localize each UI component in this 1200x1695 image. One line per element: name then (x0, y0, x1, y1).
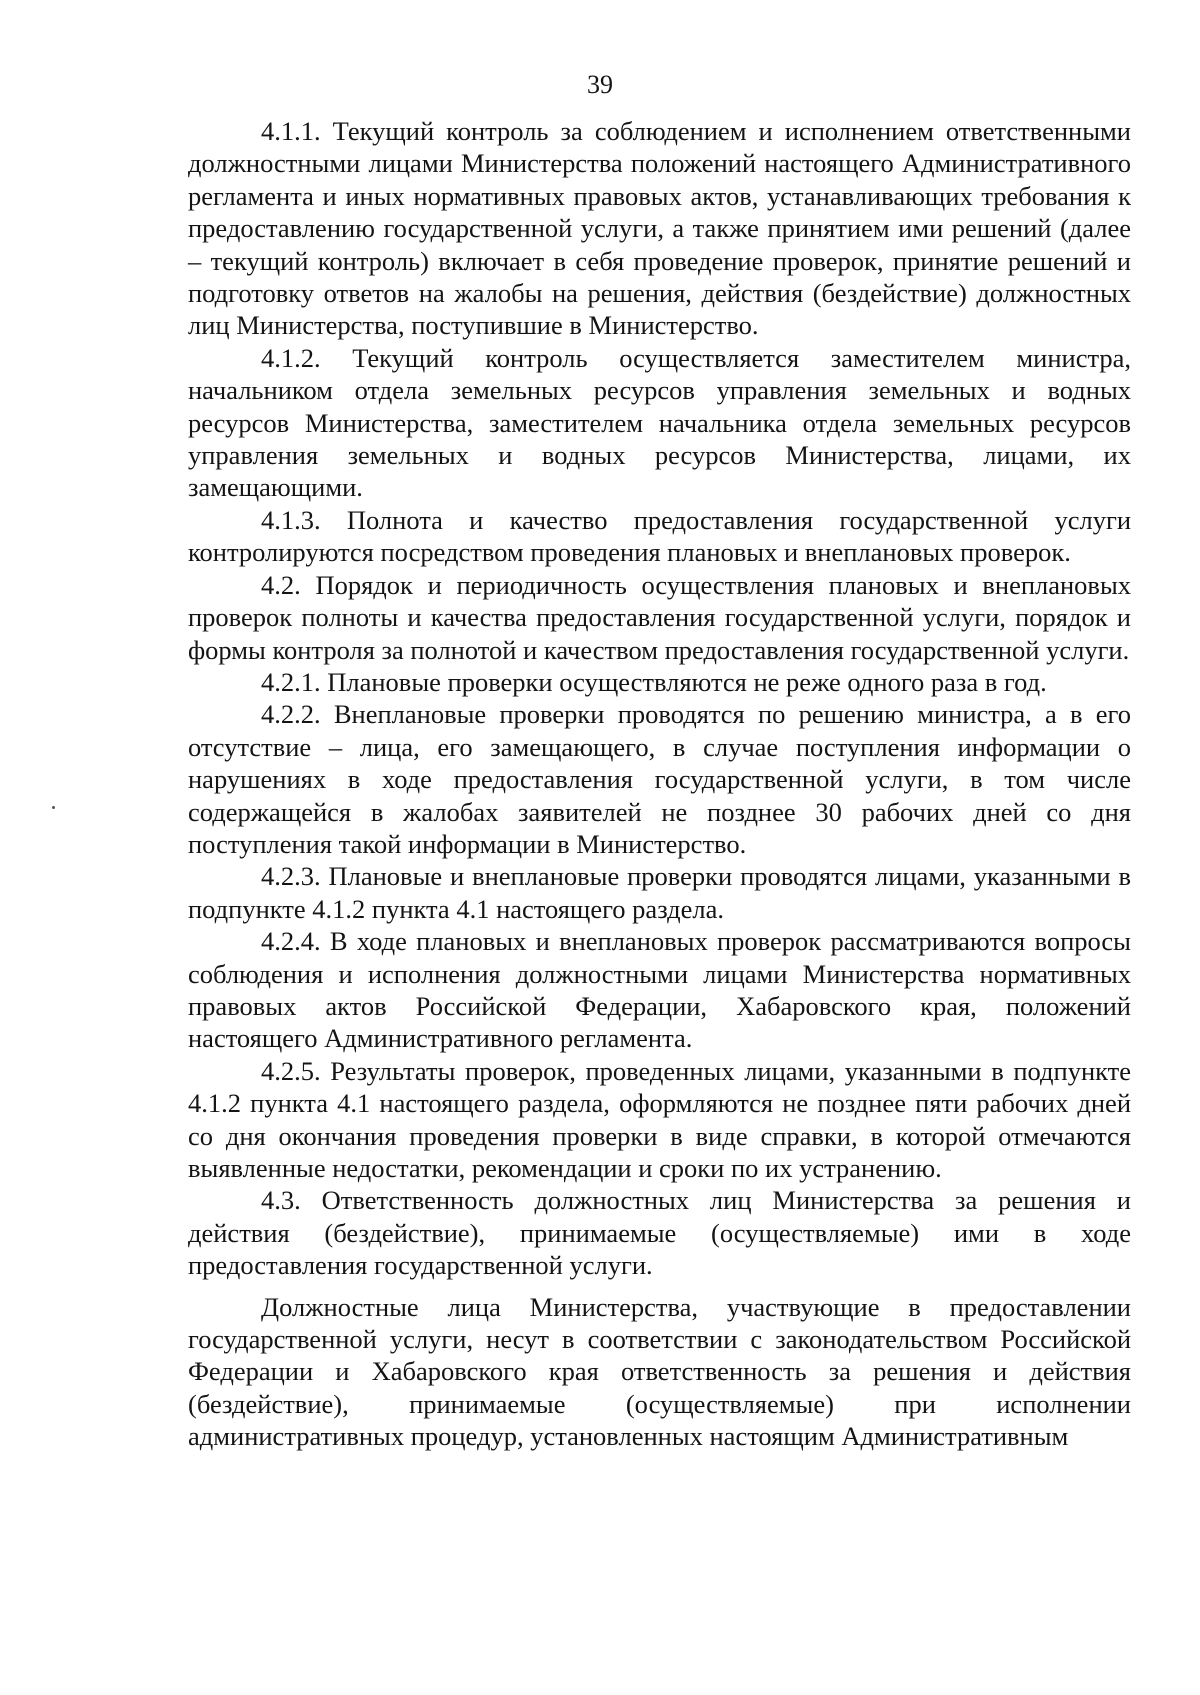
document-body (188, 115, 1131, 1453)
paragraph-4-1-3: 4.1.3. Полнота и качество предоставления государственной услуги контролируются посредством проведения плановых и внеплановых проверок. (188, 504, 1131, 568)
paragraph-4-1-1: 4.1.1. Текущий контроль за соблюдением и исполнением ответственными должностными лицами Министерства положений настоящего Административного регламента и иных нормативных правовых актов, устанавливающих требования к предоставлению государственной услуги, а также принятием ими решений (далее – текущий контроль) включает в себя проведение проверок, принятие решений и подготовку ответов на жалобы на решения, действия (бездействие) должностных лиц Министерства, поступившие в Министерство. (188, 116, 1131, 341)
paragraph-4-2-4: 4.2.4. В ходе плановых и внеплановых проверок рассматриваются вопросы соблюдения и исполнения должностными лицами Министерства нормативных правовых актов Российской Федерации, Хабаровского края, положений настоящего Административного регламента. (188, 926, 1131, 1054)
paragraph-4-3: 4.3. Ответственность должностных лиц Министерства за решения и действия (бездействие), принимаемые (осуществляемые) ими в ходе предоставления государственной услуги. (188, 1185, 1131, 1281)
scan-speck (52, 806, 55, 809)
paragraph-4-2-3: 4.2.3. Плановые и внеплановые проверки проводятся лицами, указанными в подпункте 4.1.2 пункта 4.1 настоящего раздела. (188, 861, 1131, 924)
paragraph-4-2: 4.2. Порядок и периодичность осуществления плановых и внеплановых проверок полноты и качества предоставления государственной услуги, порядок и формы контроля за полнотой и качеством предоставления государственной услуги. (188, 569, 1131, 665)
paragraph-4-1-2: 4.1.2. Текущий контроль осуществляется заместителем министра, начальником отдела земельных ресурсов управления земельных и водных ресурсов Министерства, заместителем начальника отдела земельных ресурсов управления земельных и водных ресурсов Министерства, лицами, их замещающими. (188, 342, 1131, 503)
page-number: 39 (587, 70, 613, 99)
paragraph-responsibility: Должностные лица Министерства, участвующие в предоставлении государственной услуги, несут в соответствии с законодательством Российской Федерации и Хабаровского края ответственность за решения и действия (бездействие), принимаемые (осуществляемые) при исполнении административных процедур, установленных настоящим Административным (188, 1291, 1131, 1452)
paragraph-4-2-1: 4.2.1. Плановые проверки осуществляются не реже одного раза в год. (261, 666, 1047, 697)
paragraph-4-2-2: 4.2.2. Внеплановые проверки проводятся по решению министра, а в его отсутствие – лица, его замещающего, в случае поступления информации о нарушениях в ходе предоставления государственной услуги, в том числе содержащейся в жалобах заявителей не позднее 30 рабочих дней со дня поступления такой информации в Министерство. (188, 699, 1131, 859)
paragraph-4-2-5: 4.2.5. Результаты проверок, проведенных лицами, указанными в подпункте 4.1.2 пункта 4.1 настоящего раздела, оформляются не позднее пяти рабочих дней со дня окончания проведения проверки в виде справки, в которой отмечаются выявленные недостатки, рекомендации и сроки по их устранению. (188, 1055, 1131, 1183)
